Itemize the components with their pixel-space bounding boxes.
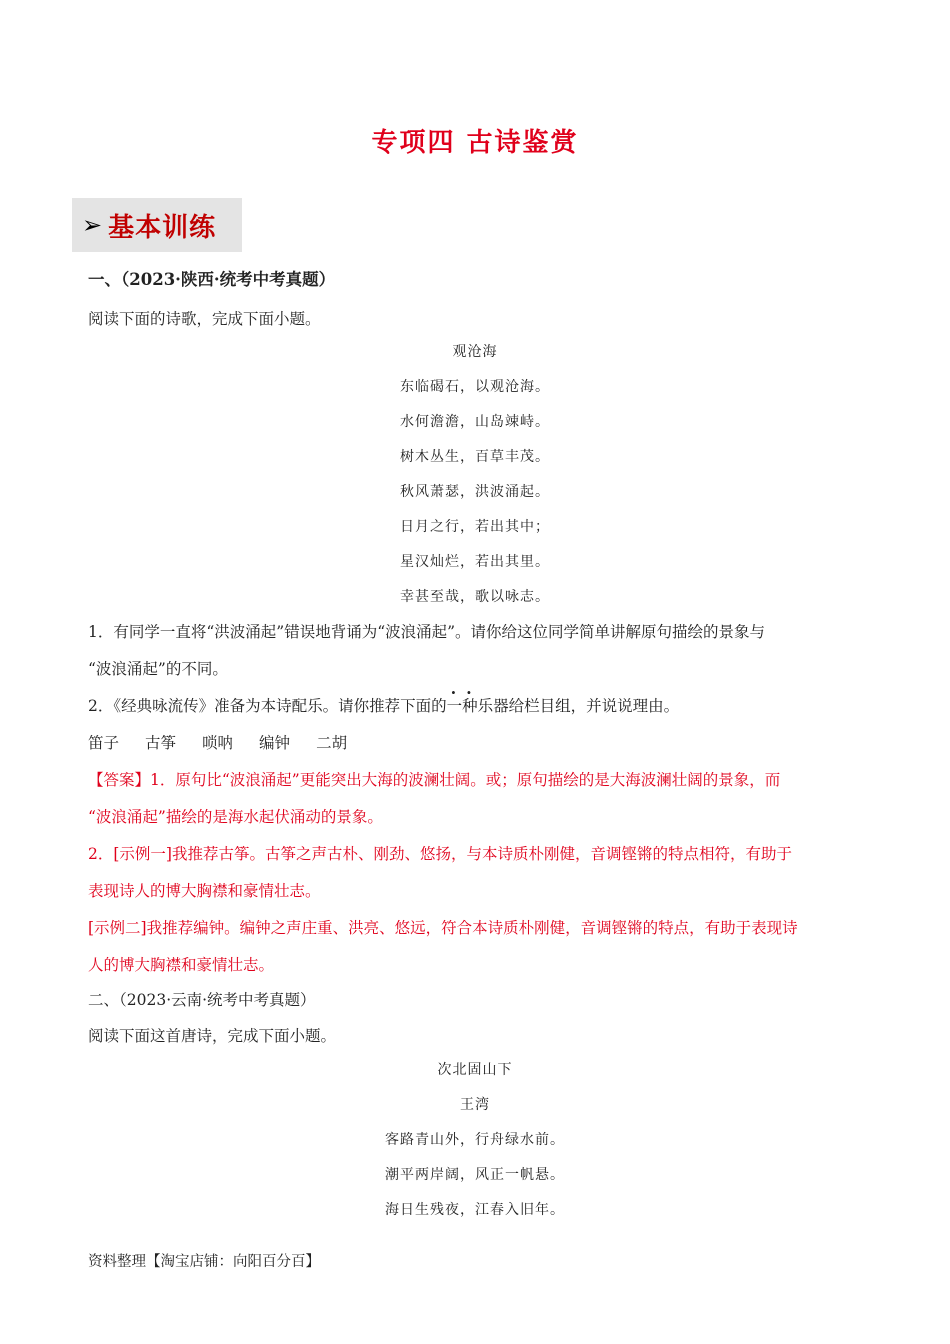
- arrow-icon: ➢: [82, 211, 103, 239]
- answer-line: [88, 770, 868, 790]
- q1-poem-title: 观沧海: [452, 344, 498, 360]
- q2-poem-author: 王湾: [460, 1097, 490, 1113]
- q1-poem-line: 日月之行，若出其中；: [400, 519, 550, 535]
- q2-heading: 二、（2023·云南·统考中考真题）: [88, 991, 316, 1009]
- answer1-text: 1．原句比“波浪涌起”更能突出大海的波澜壮阔。或；原句描绘的是大海波澜壮阔的景象，而: [150, 771, 781, 789]
- q1-poem-line: 树木丛生，百草丰茂。: [400, 449, 550, 465]
- q1-sub2: [88, 696, 868, 716]
- q1-sub2-suffix: 乐器给栏目组，并说说理由。: [477, 697, 680, 715]
- q1-sub2-prefix: 2．《经典咏流传》准备为本诗配乐。请你推荐下面的: [88, 697, 447, 715]
- q2-poem-line: 客路青山外，行舟绿水前。: [385, 1132, 565, 1148]
- answer1-line2: “波浪涌起”描绘的是海水起伏涌动的景象。: [88, 808, 383, 826]
- answer-tag: 【答案】: [88, 771, 151, 789]
- answer2-line2: 表现诗人的博大胸襟和豪情壮志。: [88, 882, 321, 900]
- instrument-option: 编钟: [259, 734, 291, 752]
- q1-poem-line: 水何澹澹，山岛竦峙。: [400, 414, 550, 430]
- answer3-line1: [示例二]我推荐编钟。编钟之声庄重、洪亮、悠远，符合本诗质朴刚健，音调铿锵的特点，有助于表现诗: [88, 919, 798, 937]
- emphasis-char: 一: [446, 697, 463, 715]
- q1-heading: 一、（2023·陕西·统考中考真题）: [88, 270, 336, 289]
- q1-intro: 阅读下面的诗歌，完成下面小题。: [88, 310, 321, 328]
- instrument-option: 二胡: [316, 734, 348, 752]
- section-header: [72, 198, 242, 252]
- page-title: 专项四 古诗鉴赏: [371, 128, 579, 158]
- instrument-option: 古筝: [145, 734, 177, 752]
- instrument-option: 唢呐: [202, 734, 234, 752]
- emphasis-char: 种: [462, 697, 478, 715]
- page-footer: 资料整理【淘宝店铺：向阳百分百】: [88, 1254, 320, 1270]
- q1-poem-line: 幸甚至哉，歌以咏志。: [400, 589, 550, 605]
- q1-poem-line: 星汉灿烂，若出其里。: [400, 554, 550, 570]
- q2-poem-line: 潮平两岸阔，风正一帆悬。: [385, 1167, 565, 1183]
- q2-intro: 阅读下面这首唐诗，完成下面小题。: [88, 1027, 337, 1045]
- q2-poem-title: 次北固山下: [437, 1062, 513, 1078]
- q1-poem-line: 秋风萧瑟，洪波涌起。: [400, 484, 550, 500]
- answer2-line1: 2．[示例一]我推荐古筝。古筝之声古朴、刚劲、悠扬，与本诗质朴刚健，音调铿锵的特点相符，有助于: [88, 845, 792, 863]
- q1-sub1-line1: 1．有同学一直将“洪波涌起”错误地背诵为“波浪涌起”。请你给这位同学简单讲解原句描绘的景象与: [88, 623, 766, 641]
- instrument-list: [88, 733, 868, 753]
- section-label: 基本训练: [108, 212, 217, 243]
- q1-sub1-line2: “波浪涌起”的不同。: [88, 660, 228, 678]
- q1-poem-line: 东临碣石，以观沧海。: [400, 379, 550, 395]
- q2-poem-line: 海日生残夜，江春入旧年。: [385, 1202, 565, 1218]
- instrument-option: 笛子: [88, 734, 120, 752]
- answer3-line2: 人的博大胸襟和豪情壮志。: [88, 956, 275, 974]
